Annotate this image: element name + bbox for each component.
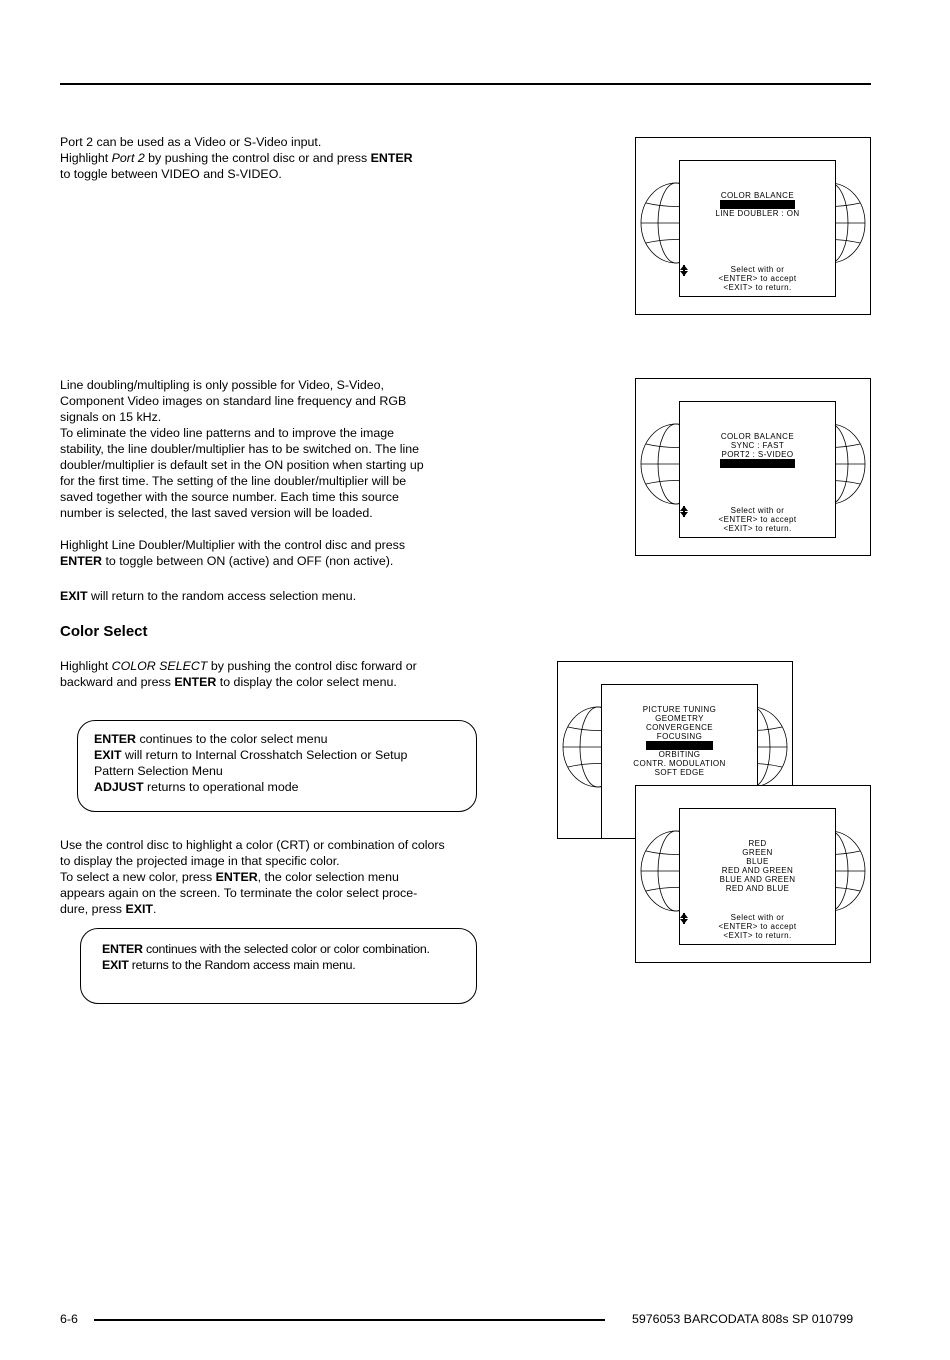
text-line: number is selected, the last saved version will be loaded. <box>60 506 373 520</box>
menu-item: COLOR BALANCE <box>720 191 795 200</box>
menu-footer <box>680 913 835 940</box>
menu-item: BLUE <box>746 857 769 866</box>
footer-rule <box>94 1319 605 1321</box>
text-line: EXIT will return to Internal Crosshatch Selection or Setup <box>94 748 408 762</box>
line-doubler-instruction <box>60 537 460 569</box>
text-line: saved together with the source number. Each time this source <box>60 490 399 504</box>
menu-footer-line: Select with or <box>680 265 835 274</box>
menu-footer-line: <ENTER> to accept <box>718 274 797 283</box>
text-line: Component Video images on standard line frequency and RGB <box>60 394 407 408</box>
text-line: Port 2 can be used as a Video or S-Video input. <box>60 135 322 149</box>
menu-item: SYNC : FAST <box>730 441 785 450</box>
text-line: To select a new color, press ENTER, the color selection menu <box>60 870 399 884</box>
screen-color-select-menu <box>635 785 871 963</box>
text-line: Highlight Line Doubler/Multiplier with the control disc and press <box>60 538 406 552</box>
menu-item: CONVERGENCE <box>645 723 714 732</box>
screen-line-doubler-menu <box>635 378 871 556</box>
menu-item: COLOR BALANCE <box>720 432 795 441</box>
line-doubler-paragraph <box>60 377 460 521</box>
text-line: ENTER continues with the selected color or color combination. <box>102 942 430 956</box>
menu-footer-line: <EXIT> to return. <box>723 283 792 292</box>
callout-color-select <box>77 720 477 812</box>
text-line: doubler/multiplier is default set in the ON position when starting up <box>60 458 424 472</box>
menu-footer <box>680 265 835 292</box>
text-line: To eliminate the video line patterns and to improve the image <box>60 426 395 440</box>
text-line: ADJUST returns to operational mode <box>94 780 299 794</box>
menu-item: RED AND GREEN <box>721 866 794 875</box>
text-line: signals on 15 kHz. <box>60 410 162 424</box>
arrow-up-icon <box>680 265 688 276</box>
text-line: Highlight COLOR SELECT by pushing the control disc forward or <box>60 659 417 673</box>
menu-item: BLUE AND GREEN <box>719 875 796 884</box>
menu-footer-line: <EXIT> to return. <box>723 931 792 940</box>
text-line: to toggle between VIDEO and S-VIDEO. <box>60 167 282 181</box>
text-line: dure, press EXIT. <box>60 902 157 916</box>
menu-item: PORT2 : S-VIDEO <box>721 450 794 459</box>
menu-item: PICTURE TUNING <box>642 705 717 714</box>
menu-highlight-bar <box>720 459 795 468</box>
menu-item: LINE DOUBLER : ON <box>715 209 800 218</box>
callout2-lines <box>102 941 476 973</box>
color-select-heading: Color Select <box>60 623 148 640</box>
arrow-up-icon <box>680 506 688 517</box>
menu-footer-line: <ENTER> to accept <box>718 515 797 524</box>
osd-menu <box>679 401 836 538</box>
menu-item: RED <box>748 839 767 848</box>
exit-instruction <box>60 588 460 604</box>
menu-item: ORBITING <box>658 750 701 759</box>
menu-item: FOCUSING <box>656 732 703 741</box>
menu-highlight-bar <box>720 200 795 209</box>
menu-footer <box>680 506 835 533</box>
menu-item: GREEN <box>742 848 773 857</box>
header-rule <box>60 83 871 85</box>
arrow-up-icon <box>680 913 688 924</box>
callout-lines <box>94 731 460 795</box>
screen-port2-menu <box>635 137 871 315</box>
text-line: ENTER continues to the color select menu <box>94 732 328 746</box>
menu-item: SOFT EDGE <box>654 768 705 777</box>
menu-footer-line: <EXIT> to return. <box>723 524 792 533</box>
port2-paragraph <box>60 134 460 182</box>
menu-item: CONTR. MODULATION <box>633 759 726 768</box>
text-line: backward and press ENTER to display the color select menu. <box>60 675 397 689</box>
text-line: for the first time. The setting of the line doubler/multiplier will be <box>60 474 407 488</box>
text-line: Use the control disc to highlight a color (CRT) or combination of colors <box>60 838 445 852</box>
menu-footer-line: Select with or <box>680 506 835 515</box>
text-line: stability, the line doubler/multiplier has to be switched on. The line <box>60 442 420 456</box>
page-number: 6-6 <box>60 1312 78 1326</box>
document-code: 5976053 BARCODATA 808s SP 010799 <box>632 1312 854 1326</box>
osd-menu <box>679 808 836 945</box>
menu-footer-line: Select with or <box>680 913 835 922</box>
text-line: Pattern Selection Menu <box>94 764 223 778</box>
color-select-body <box>60 837 460 917</box>
menu-footer-line: <ENTER> to accept <box>718 922 797 931</box>
text-line: Line doubling/multipling is only possible for Video, S-Video, <box>60 378 384 392</box>
text-line: EXIT returns to the Random access main menu. <box>102 958 356 972</box>
callout-color-continue <box>80 928 477 1004</box>
menu-item: GEOMETRY <box>655 714 704 723</box>
text-line: ENTER to toggle between ON (active) and OFF (non active). <box>60 554 394 568</box>
osd-menu <box>679 160 836 297</box>
color-select-intro <box>60 658 460 690</box>
text-line: Highlight Port 2 by pushing the control disc or and press ENTER <box>60 151 413 165</box>
text-line: appears again on the screen. To terminate the color select proce- <box>60 886 418 900</box>
text-line: to display the projected image in that specific color. <box>60 854 340 868</box>
menu-item: RED AND BLUE <box>725 884 790 893</box>
text-line: EXIT will return to the random access selection menu. <box>60 589 357 603</box>
menu-highlight-bar <box>646 741 713 750</box>
